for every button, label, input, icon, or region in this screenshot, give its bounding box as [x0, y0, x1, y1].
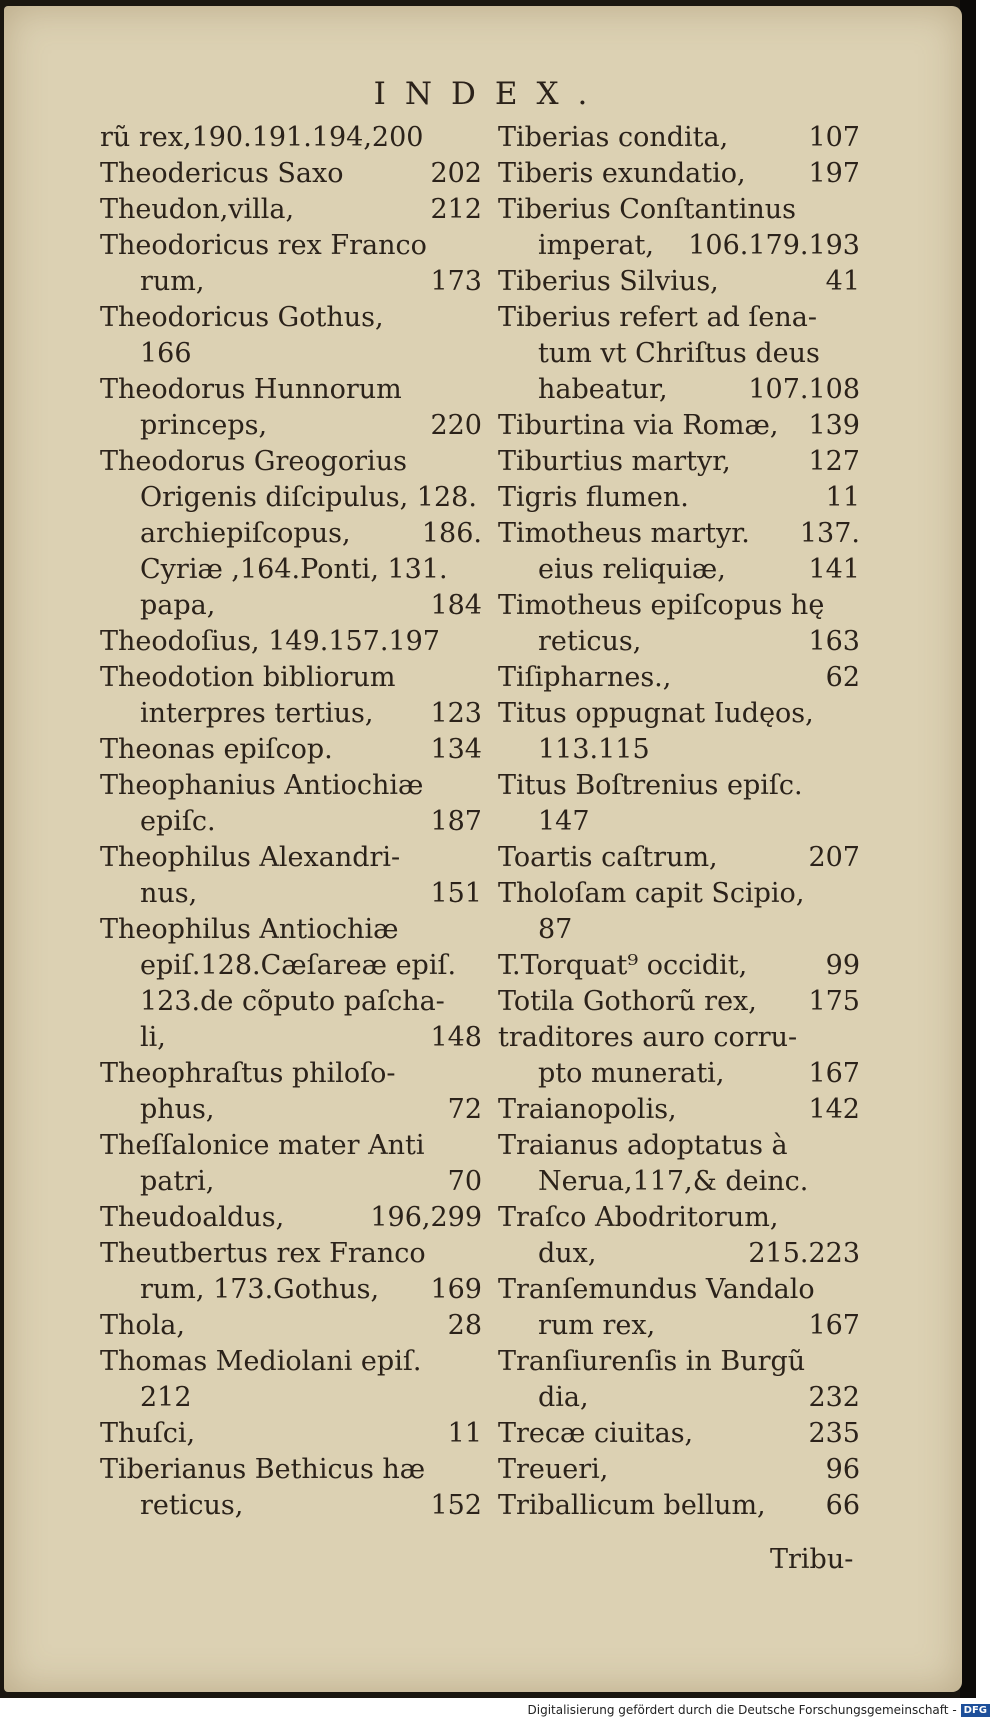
- index-line: [498, 552, 860, 588]
- index-line: [498, 696, 860, 732]
- entry-text: Tiberis exundatio,: [498, 158, 746, 189]
- page-reference: 139: [808, 410, 860, 441]
- page-reference: 167: [808, 1058, 860, 1089]
- index-line: [498, 1272, 860, 1308]
- entry-text: reticus,: [538, 626, 642, 657]
- entry-text: 166: [140, 338, 192, 369]
- entry-text: Thola,: [100, 1310, 185, 1341]
- entry-text: Theudon,villa,: [100, 194, 295, 225]
- entry-text: Origenis diſcipulus, 128.: [140, 482, 477, 513]
- index-entry: [100, 192, 482, 228]
- index-line: [498, 264, 860, 300]
- entry-text: reticus,: [140, 1490, 244, 1521]
- index-line: [100, 624, 482, 660]
- index-line: [498, 984, 860, 1020]
- entry-text: Triballicum bellum,: [498, 1490, 766, 1521]
- index-line: [100, 1344, 482, 1380]
- index-line: [100, 948, 482, 984]
- entry-text: 113.115: [538, 734, 650, 765]
- entry-text: habeatur,: [538, 374, 668, 405]
- entry-text: Theodoricus Gothus,: [100, 302, 384, 333]
- index-entry: [100, 1308, 482, 1344]
- entry-text: Tiſipharnes.,: [498, 662, 672, 693]
- page-reference: 169: [430, 1274, 482, 1305]
- page-reference: 212: [430, 194, 482, 225]
- index-line: [100, 732, 482, 768]
- page-reference: 11: [825, 482, 860, 513]
- entry-text: Tranſemundus Vandalo: [498, 1274, 815, 1305]
- entry-text: traditores auro corru-: [498, 1022, 798, 1053]
- entry-text: imperat,: [538, 230, 654, 261]
- page-reference: 96: [825, 1454, 860, 1485]
- entry-text: Theophilus Alexandri-: [100, 842, 401, 873]
- page-reference: 142: [808, 1094, 860, 1125]
- entry-text: Tiberius Silvius,: [498, 266, 719, 297]
- page-reference: 167: [808, 1310, 860, 1341]
- page-reference: 235: [808, 1418, 860, 1449]
- index-line: [100, 1308, 482, 1344]
- page-reference: 28: [447, 1310, 482, 1341]
- page-reference: 141: [808, 554, 860, 585]
- page-reference: 202: [430, 158, 482, 189]
- entry-text: Theodericus Saxo: [100, 158, 344, 189]
- entry-text: Titus oppugnat Iudęos,: [498, 698, 814, 729]
- page-reference: 107.108: [748, 374, 860, 405]
- entry-text: Tiburtius martyr,: [498, 446, 731, 477]
- entry-text: Traianus adoptatus à: [498, 1130, 788, 1161]
- index-line: [100, 1452, 482, 1488]
- entry-text: tum vt Chriſtus deus: [538, 338, 820, 369]
- page-title: INDEX.: [373, 76, 607, 112]
- entry-text: Tiberianus Bethicus hæ: [100, 1454, 426, 1485]
- page-reference: 196,299: [370, 1202, 482, 1233]
- index-line: [100, 300, 482, 336]
- page-reference: 62: [825, 662, 860, 693]
- index-line: [100, 336, 482, 372]
- index-entry: [498, 408, 860, 444]
- page-reference: 148: [430, 1022, 482, 1053]
- index-entry: [100, 1416, 482, 1452]
- index-line: [498, 444, 860, 480]
- page-reference: 187: [430, 806, 482, 837]
- entry-text: archiepiſcopus,: [140, 518, 351, 549]
- index-entry: [100, 228, 482, 300]
- index-line: [100, 588, 482, 624]
- page-reference: 197: [808, 158, 860, 189]
- entry-text: Tranſiurenſis in Burgũ: [498, 1346, 806, 1377]
- index-line: [100, 804, 482, 840]
- index-line: [498, 1488, 860, 1524]
- index-column-right: [498, 120, 860, 1524]
- index-entry: [100, 372, 482, 444]
- entry-text: patri,: [140, 1166, 215, 1197]
- index-line: [498, 516, 860, 552]
- page-reference: 72: [447, 1094, 482, 1125]
- index-entry: [100, 1344, 482, 1416]
- dfg-logo: DFG: [961, 1704, 990, 1717]
- index-line: [100, 552, 482, 588]
- entry-text: Toartis caſtrum,: [498, 842, 718, 873]
- index-entry: [498, 300, 860, 408]
- entry-text: Timotheus martyr.: [498, 518, 750, 549]
- index-entry: [498, 1488, 860, 1524]
- index-entry: [498, 984, 860, 1020]
- entry-text: Traſco Abodritorum,: [498, 1202, 779, 1233]
- footer-text: Digitalisierung gefördert durch die Deutsche Forschungsgemeinschaft -: [527, 1703, 957, 1717]
- index-entry: [100, 300, 482, 372]
- index-entry: [100, 768, 482, 840]
- entry-text: Titus Boſtrenius epiſc.: [498, 770, 803, 801]
- page-reference: 173: [430, 266, 482, 297]
- index-entry: [498, 120, 860, 156]
- entry-text: Theophanius Antiochiæ: [100, 770, 424, 801]
- entry-text: 212: [140, 1382, 192, 1413]
- index-line: [498, 480, 860, 516]
- entry-text: Cyriæ ,164.Ponti, 131.: [140, 554, 448, 585]
- index-line: [498, 1452, 860, 1488]
- page-reference: 70: [447, 1166, 482, 1197]
- index-line: [100, 1200, 482, 1236]
- index-entry: [498, 444, 860, 480]
- index-line: [498, 912, 860, 948]
- index-entry: [100, 156, 482, 192]
- entry-text: T.Torquat⁹ occidit,: [498, 950, 748, 981]
- entry-text: Theodoſius, 149.157.197: [100, 626, 440, 657]
- index-entry: [100, 1236, 482, 1308]
- index-line: [100, 984, 482, 1020]
- index-line: [498, 732, 860, 768]
- page-reference: 41: [825, 266, 860, 297]
- index-entry: [100, 1452, 482, 1524]
- entry-text: Theodoricus rex Franco: [100, 230, 427, 261]
- index-line: [498, 1344, 860, 1380]
- index-entry: [498, 1416, 860, 1452]
- index-line: [100, 1380, 482, 1416]
- entry-text: Theutbertus rex Franco: [100, 1238, 426, 1269]
- index-entry: [498, 1200, 860, 1272]
- entry-text: Totila Gothorũ rex,: [498, 986, 757, 1017]
- entry-text: Theudoaldus,: [100, 1202, 285, 1233]
- index-line: [498, 408, 860, 444]
- index-line: [498, 768, 860, 804]
- index-entry: [100, 120, 482, 156]
- index-entry: [100, 660, 482, 732]
- index-line: [100, 192, 482, 228]
- index-line: [100, 768, 482, 804]
- index-line: [100, 1128, 482, 1164]
- page-reference: 207: [808, 842, 860, 873]
- entry-text: rum rex,: [538, 1310, 656, 1341]
- index-line: [498, 804, 860, 840]
- index-line: [498, 1056, 860, 1092]
- index-line: [100, 876, 482, 912]
- page-reference: 107: [808, 122, 860, 153]
- index-line: [498, 1416, 860, 1452]
- index-line: [498, 228, 860, 264]
- index-line: [498, 1308, 860, 1344]
- index-line: [100, 408, 482, 444]
- index-line: [100, 1164, 482, 1200]
- index-entry: [100, 1128, 482, 1200]
- entry-text: rum,: [140, 266, 205, 297]
- entry-text: Nerua,117,& deinc.: [538, 1166, 809, 1197]
- index-entry: [498, 1272, 860, 1344]
- entry-text: rũ rex,190.191.194,200: [100, 122, 424, 153]
- index-entry: [100, 912, 482, 1056]
- entry-text: Theonas epiſcop.: [100, 734, 333, 765]
- entry-text: papa,: [140, 590, 216, 621]
- page-reference: 99: [825, 950, 860, 981]
- index-line: [100, 156, 482, 192]
- index-line: [498, 660, 860, 696]
- page-reference: 232: [808, 1382, 860, 1413]
- entry-text: Tigris flumen.: [498, 482, 689, 513]
- entry-text: Theodorus Hunnorum: [100, 374, 402, 405]
- index-line: [100, 228, 482, 264]
- index-line: [498, 1236, 860, 1272]
- index-line: [498, 840, 860, 876]
- page-reference: 175: [808, 986, 860, 1017]
- entry-text: epiſc.: [140, 806, 216, 837]
- index-line: [498, 588, 860, 624]
- page-reference: 127: [808, 446, 860, 477]
- index-line: [100, 1488, 482, 1524]
- page-reference: 152: [430, 1490, 482, 1521]
- page-reference: 184: [430, 590, 482, 621]
- page-reference: 186.: [421, 518, 482, 549]
- page-reference: 66: [825, 1490, 860, 1521]
- index-line: [100, 1416, 482, 1452]
- index-entry: [498, 1128, 860, 1200]
- entry-text: eius reliquiæ,: [538, 554, 726, 585]
- index-line: [498, 948, 860, 984]
- entry-text: nus,: [140, 878, 198, 909]
- entry-text: princeps,: [140, 410, 268, 441]
- entry-text: Trecæ ciuitas,: [498, 1418, 694, 1449]
- index-line: [498, 1380, 860, 1416]
- entry-text: Tiburtina via Romæ,: [498, 410, 779, 441]
- entry-text: 87: [538, 914, 573, 945]
- entry-text: Theſſalonice mater Anti: [100, 1130, 425, 1161]
- index-entry: [498, 948, 860, 984]
- index-entry: [498, 516, 860, 588]
- entry-text: Thuſci,: [100, 1418, 196, 1449]
- index-line: [498, 876, 860, 912]
- index-line: [100, 1092, 482, 1128]
- index-entry: [100, 840, 482, 912]
- index-entry: [498, 480, 860, 516]
- index-entry: [498, 876, 860, 948]
- entry-text: epiſ.128.Cæſareæ epiſ.: [140, 950, 457, 981]
- index-line: [100, 912, 482, 948]
- index-entry: [100, 624, 482, 660]
- index-line: [100, 1272, 482, 1308]
- entry-text: Tiberias condita,: [498, 122, 729, 153]
- page-reference: 220: [430, 410, 482, 441]
- index-line: [498, 1020, 860, 1056]
- index-entry: [498, 696, 860, 768]
- index-entry: [498, 588, 860, 660]
- index-line: [100, 1056, 482, 1092]
- digitization-footer: [0, 1701, 990, 1719]
- index-line: [498, 1128, 860, 1164]
- index-line: [498, 1164, 860, 1200]
- entry-text: interpres tertius,: [140, 698, 374, 729]
- entry-text: Traianopolis,: [498, 1094, 677, 1125]
- page-reference: 163: [808, 626, 860, 657]
- entry-text: 123.de cõputo paſcha-: [140, 986, 445, 1017]
- index-line: [100, 120, 482, 156]
- index-entry: [100, 732, 482, 768]
- index-line: [498, 192, 860, 228]
- entry-text: Theophraſtus philoſo-: [100, 1058, 396, 1089]
- index-entry: [100, 1200, 482, 1236]
- page-reference: 11: [447, 1418, 482, 1449]
- page-reference: 123: [430, 698, 482, 729]
- index-line: [498, 624, 860, 660]
- index-line: [100, 1236, 482, 1272]
- entry-text: Theophilus Antiochiæ: [100, 914, 399, 945]
- index-line: [100, 480, 482, 516]
- index-line: [100, 696, 482, 732]
- entry-text: rum, 173.Gothus,: [140, 1274, 380, 1305]
- index-line: [498, 156, 860, 192]
- page-reference: 137.: [799, 518, 860, 549]
- index-line: [100, 840, 482, 876]
- index-entry: [498, 768, 860, 840]
- index-line: [100, 660, 482, 696]
- entry-text: Theodorus Greogorius: [100, 446, 407, 477]
- book-binding-edge: [960, 0, 976, 1698]
- index-line: [100, 516, 482, 552]
- index-entry: [498, 840, 860, 876]
- index-entry: [498, 192, 860, 264]
- index-line: [498, 120, 860, 156]
- entry-text: Treueri,: [498, 1454, 609, 1485]
- index-line: [498, 1092, 860, 1128]
- entry-text: Tholoſam capit Scipio,: [498, 878, 805, 909]
- index-entry: [498, 1020, 860, 1092]
- page-reference: 134: [430, 734, 482, 765]
- index-entry: [498, 264, 860, 300]
- index-entry: [498, 156, 860, 192]
- page-reference: 151: [430, 878, 482, 909]
- index-entry: [498, 1092, 860, 1128]
- index-line: [100, 444, 482, 480]
- index-line: [498, 1200, 860, 1236]
- entry-text: Tiberius refert ad ſena-: [498, 302, 818, 333]
- index-entry: [498, 1344, 860, 1416]
- catchword: Tribu-: [770, 1544, 854, 1575]
- entry-text: pto munerati,: [538, 1058, 725, 1089]
- entry-text: li,: [140, 1022, 166, 1053]
- entry-text: Tiberius Conſtantinus: [498, 194, 797, 225]
- index-entry: [498, 1452, 860, 1488]
- entry-text: dux,: [538, 1238, 597, 1269]
- index-line: [100, 264, 482, 300]
- index-line: [498, 336, 860, 372]
- page-reference: 106.179.193: [688, 230, 860, 261]
- index-line: [100, 1020, 482, 1056]
- entry-text: 147: [538, 806, 590, 837]
- entry-text: phus,: [140, 1094, 215, 1125]
- entry-text: Theodotion bibliorum: [100, 662, 396, 693]
- index-line: [100, 372, 482, 408]
- index-line: [498, 372, 860, 408]
- entry-text: dia,: [538, 1382, 589, 1413]
- index-entry: [100, 444, 482, 624]
- index-line: [498, 300, 860, 336]
- index-entry: [498, 660, 860, 696]
- index-column-left: [100, 120, 482, 1524]
- index-entry: [100, 1056, 482, 1128]
- entry-text: Thomas Mediolani epiſ.: [100, 1346, 422, 1377]
- entry-text: Timotheus epiſcopus hę: [498, 590, 825, 621]
- page-reference: 215.223: [748, 1238, 860, 1269]
